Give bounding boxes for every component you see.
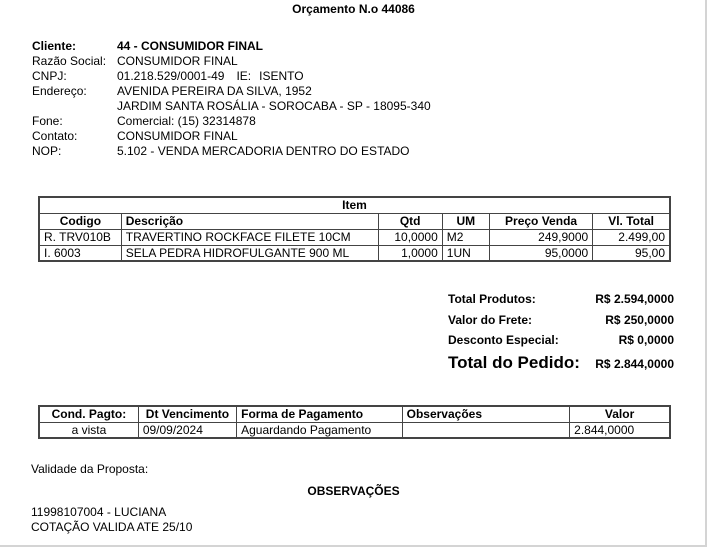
nop-row <box>32 144 431 159</box>
col-header-dt-vencimento: Dt Vencimento <box>138 406 236 422</box>
cell-descricao: TRAVERTINO ROCKFACE FILETE 10CM <box>121 229 378 245</box>
endereco-label: Endereço: <box>32 84 87 98</box>
desconto-label: Desconto Especial: <box>448 333 559 347</box>
fone-value: Comercial: (15) 32314878 <box>117 114 256 128</box>
cnpj-row <box>32 69 431 84</box>
total-pedido-label: Total do Pedido: <box>448 353 580 372</box>
cell-dt-vencimento: 09/09/2024 <box>138 422 236 438</box>
col-header-qtd: Qtd <box>378 213 442 229</box>
endereco-line1: AVENIDA PEREIRA DA SILVA, 1952 <box>117 84 312 98</box>
col-header-um: UM <box>442 213 489 229</box>
ie-value: ISENTO <box>259 69 304 83</box>
items-header-row <box>39 213 670 229</box>
totals-block <box>448 292 674 373</box>
col-header-codigo: Codigo <box>39 213 121 229</box>
col-header-forma-pagamento: Forma de Pagamento <box>237 406 403 422</box>
cell-valor: 2.844,0000 <box>570 422 670 438</box>
items-caption: Item <box>39 197 670 213</box>
contato-value: CONSUMIDOR FINAL <box>117 129 238 143</box>
col-header-cond-pagto: Cond. Pagto: <box>39 406 138 422</box>
fone-row <box>32 114 431 129</box>
table-row <box>39 245 670 261</box>
ie-label: IE: <box>236 69 252 83</box>
client-row <box>32 39 431 54</box>
cliente-label: Cliente: <box>32 39 77 53</box>
desconto-value: R$ 0,0000 <box>618 333 674 347</box>
cell-qtd: 10,0000 <box>378 229 442 245</box>
total-produtos-row <box>448 292 674 313</box>
observacoes-title: OBSERVAÇÕES <box>307 484 400 498</box>
cell-codigo: I. 6003 <box>39 245 121 261</box>
razao-label: Razão Social: <box>32 54 107 68</box>
client-info <box>32 39 431 159</box>
razao-value: CONSUMIDOR FINAL <box>117 54 238 68</box>
endereco-line2: JARDIM SANTA ROSÁLIA - SOROCABA - SP - 18095-340 <box>117 99 431 113</box>
total-pedido-row <box>448 353 674 373</box>
nop-value: 5.102 - VENDA MERCADORIA DENTRO DO ESTADO <box>117 144 410 158</box>
fone-label: Fone: <box>32 114 63 128</box>
cell-qtd: 1,0000 <box>378 245 442 261</box>
col-header-valor: Valor <box>570 406 670 422</box>
cell-observacoes <box>402 422 570 438</box>
desconto-row <box>448 333 674 353</box>
items-caption-row <box>39 197 670 213</box>
col-header-total: Vl. Total <box>593 213 670 229</box>
cliente-value: 44 - CONSUMIDOR FINAL <box>117 39 264 53</box>
nop-label: NOP: <box>32 144 62 158</box>
total-produtos-label: Total Produtos: <box>448 292 536 306</box>
cell-total: 95,00 <box>593 245 670 261</box>
payment-header-row <box>39 406 670 422</box>
total-produtos-value: R$ 2.594,0000 <box>595 292 674 306</box>
cnpj-value: 01.218.529/0001-49 <box>117 69 225 83</box>
validade-label: Validade da Proposta: <box>31 462 149 476</box>
cell-um: 1UN <box>442 245 489 261</box>
observacoes-text <box>31 505 192 535</box>
contato-label: Contato: <box>32 129 78 143</box>
valor-frete-value: R$ 250,0000 <box>605 313 674 327</box>
total-pedido-value: R$ 2.844,0000 <box>595 357 674 371</box>
contato-row <box>32 129 431 144</box>
observacoes-line: COTAÇÃO VALIDA ATE 25/10 <box>31 520 193 534</box>
cell-preco: 95,0000 <box>489 245 592 261</box>
observacoes-line: 11998107004 - LUCIANA <box>31 505 167 519</box>
items-table <box>38 196 671 262</box>
cell-descricao: SELA PEDRA HIDROFULGANTE 900 ML <box>121 245 378 261</box>
page-title: Orçamento N.o 44086 <box>292 2 415 16</box>
cell-forma-pagamento: Aguardando Pagamento <box>237 422 403 438</box>
cell-cond-pagto: a vista <box>39 422 138 438</box>
table-row <box>39 229 670 245</box>
valor-frete-label: Valor do Frete: <box>448 313 533 327</box>
cell-um: M2 <box>442 229 489 245</box>
endereco-row-2 <box>32 99 431 114</box>
col-header-descricao: Descrição <box>121 213 378 229</box>
cell-preco: 249,9000 <box>489 229 592 245</box>
payment-table <box>38 405 671 439</box>
valor-frete-row <box>448 313 674 333</box>
col-header-observacoes: Observações <box>402 406 570 422</box>
razao-row <box>32 54 431 69</box>
cnpj-label: CNPJ: <box>32 69 67 83</box>
cell-codigo: R. TRV010B <box>39 229 121 245</box>
table-row <box>39 422 670 438</box>
cell-total: 2.499,00 <box>593 229 670 245</box>
endereco-row <box>32 84 431 99</box>
col-header-preco: Preço Venda <box>489 213 592 229</box>
